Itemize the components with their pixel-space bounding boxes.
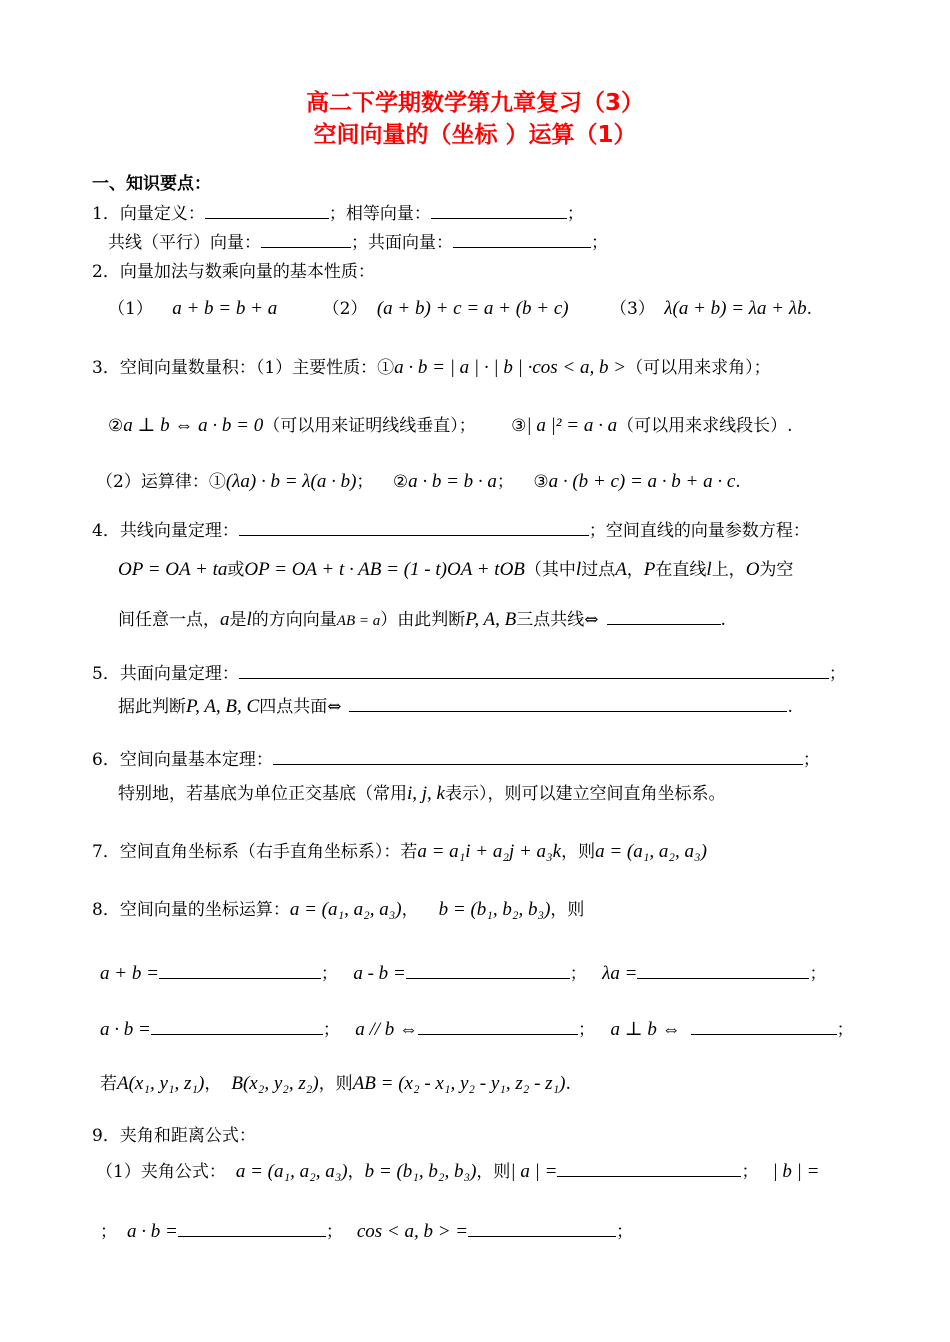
item-2-properties: [108, 297, 812, 321]
judge-label: ）由此判断: [380, 610, 466, 630]
item-8-line-3: [100, 1018, 854, 1042]
punct: ；: [591, 233, 608, 253]
prop-3-label: （3）: [610, 299, 655, 319]
collinear-label: 共线（平行）向量：: [108, 233, 261, 253]
note-angle: （可以用来求角）；: [626, 358, 771, 378]
item-4-line-1: [92, 519, 810, 543]
formula-scalar: λa =: [602, 963, 638, 984]
var-PABC: P, A, B, C: [186, 696, 260, 717]
blank-collinear-condition: [607, 608, 721, 625]
if-label: 若: [100, 1074, 117, 1094]
var-a: a: [220, 609, 230, 630]
laws-label: （2）运算律：①: [96, 472, 226, 492]
formula-AB-coord: AB = (x₂ - x₁, y₂ - y₁, z₂ - z₁): [352, 1073, 566, 1094]
note-perpendicular: （可以用来证明线线垂直）；: [263, 416, 476, 436]
item-4-line-2: [118, 558, 793, 582]
formula-associative: (a + b) + c = a + (b + c): [376, 298, 569, 319]
item-6-label: 6．空间向量基本定理：: [92, 750, 273, 770]
item-6-line-2: [118, 782, 726, 806]
punct: ，: [401, 900, 419, 920]
formula-dot-9: a · b =: [127, 1221, 178, 1242]
collinear-three-label: 三点共线: [516, 610, 585, 630]
on-line-label: 在直线: [655, 560, 707, 580]
var-ijk: i, j, k: [407, 783, 445, 804]
punct: ，: [626, 560, 644, 580]
formula-cos-angle: cos < a, b > =: [356, 1221, 469, 1242]
formula-point-A: A(x₁, y₁, z₁): [117, 1073, 205, 1094]
punct: ；: [356, 472, 374, 492]
circle-3: ③: [511, 416, 527, 436]
blank-cos: [468, 1220, 616, 1237]
iff-symbol-5: ⇔: [327, 697, 342, 717]
formula-line-eq-2: OP = OA + t · AB = (1 - t)OA + tOB: [244, 559, 525, 580]
formula-commutative-dot: a · b = b · a: [408, 471, 497, 492]
blank-parallel: [418, 1018, 578, 1035]
formula-scalar-law: (λa) · b = λ(a · b): [225, 471, 357, 492]
item-4-label: 4．共线向量定理：: [92, 521, 239, 541]
punct: .: [735, 472, 741, 492]
item-4-line-3: [118, 608, 726, 633]
any-point-label: 间任意一点，: [118, 610, 220, 630]
punct: ；: [616, 1222, 634, 1242]
var-A: A: [615, 559, 627, 580]
punct: ；: [741, 1162, 759, 1182]
punct: ；: [802, 750, 820, 770]
iff-symbol: ⇔: [584, 610, 599, 630]
blank-coplanar-vector: [453, 231, 591, 248]
item-3-line-2: [108, 414, 792, 438]
blank-sum: [159, 962, 321, 979]
upper-label: 上，: [711, 560, 746, 580]
punct: .: [787, 697, 793, 717]
formula-coord-b-8: b = (b₁, b₂, b₃): [438, 899, 551, 920]
blank-perp: [691, 1018, 837, 1035]
formula-line-eq-1: OP = OA + ta: [118, 559, 228, 580]
punct: ；: [828, 664, 846, 684]
formula-diff: a - b =: [353, 963, 406, 984]
punct: .: [565, 1074, 571, 1094]
formula-coord-a-9: a = (a₁, a₂, a₃): [235, 1161, 348, 1182]
item-8-label: 8．空间向量的坐标运算：: [92, 900, 290, 920]
formula-commutative: a + b = b + a: [172, 298, 278, 319]
item-1-line-2: [108, 231, 608, 255]
blank-coplanar-theorem: [239, 662, 829, 679]
item-3-line-3: [96, 470, 741, 494]
formula-coord-b-9: b = (b₁, b₂, b₃): [364, 1161, 477, 1182]
space-label: 为空: [759, 560, 794, 580]
where-label: （其中: [524, 560, 576, 580]
item-5-line-2: [118, 695, 793, 719]
var-l: l: [575, 559, 582, 580]
item-5-label: 5．共面向量定理：: [92, 664, 239, 684]
blank-collinear-vector: [261, 231, 351, 248]
formula-distributive-dot: a · (b + c) = a · b + a · c: [548, 471, 736, 492]
formula-distributive: λ(a + b) = λa + λb: [664, 298, 807, 319]
angle-formula-label: （1）夹角公式：: [96, 1162, 226, 1182]
punct: ；: [836, 1020, 854, 1040]
formula-norm-a: | a | =: [510, 1161, 558, 1182]
then-label: ，则: [561, 842, 596, 862]
item-9-line-2: [100, 1220, 633, 1244]
punct: ；: [325, 1222, 343, 1242]
blank-equal-vector: [431, 202, 567, 219]
punct: ；: [569, 964, 587, 984]
coord-system-label: 表示），则可以建立空间直角坐标系。: [445, 784, 726, 804]
formula-coord-a-8: a = (a₁, a₂, a₃): [289, 899, 402, 920]
var-PAB: P, A, B: [465, 609, 517, 630]
blank-dot: [151, 1018, 323, 1035]
item-2-heading: 2．向量加法与数乘向量的基本性质：: [92, 262, 375, 282]
item-8-line-2: [100, 962, 826, 986]
punct: ；: [566, 204, 584, 224]
formula-norm-b: | b | =: [772, 1161, 820, 1182]
item-1-line-1: [92, 202, 584, 226]
coplanar-label: ；共面向量：: [351, 233, 453, 253]
item-7-label: 7．空间直角坐标系（右手直角坐标系）：若: [92, 842, 418, 862]
punct: ；: [322, 1020, 340, 1040]
is-label: 是: [229, 610, 247, 630]
blank-collinear-theorem: [239, 519, 589, 536]
item-8-line-4: [100, 1072, 571, 1096]
punct: .: [720, 610, 726, 630]
item-8-line-1: [92, 898, 584, 922]
punct: ，: [347, 1162, 365, 1182]
formula-sum: a + b =: [100, 963, 159, 984]
blank-basic-theorem: [273, 748, 803, 765]
or-label: 或: [227, 560, 245, 580]
punct: ；: [320, 964, 338, 984]
item-6-line-1: [92, 748, 820, 772]
blank-vector-definition: [205, 202, 329, 219]
item-7-line: [92, 840, 707, 864]
then-label-8b: ，则: [318, 1074, 353, 1094]
formula-point-B: B(x₂, y₂, z₂): [231, 1073, 319, 1094]
punct: ；: [578, 1020, 596, 1040]
line-param-label: ；空间直线的向量参数方程：: [588, 521, 810, 541]
formula-parallel: a // b ⇔: [355, 1019, 419, 1040]
direction-label: 的方向向量: [251, 610, 337, 630]
then-label-9: ，则: [476, 1162, 511, 1182]
note-length: （可以用来求线段长）.: [617, 416, 793, 436]
item-3-label: 3．空间向量数量积：（1）主要性质：①: [92, 358, 395, 378]
circle-2: ②: [108, 416, 124, 436]
item-3-line-1: [92, 356, 771, 380]
var-l-3: l: [246, 609, 252, 630]
coplanar-four-label: 四点共面: [259, 697, 328, 717]
circle-3b: ③: [533, 472, 549, 492]
blank-scalar: [637, 962, 809, 979]
formula-perp: a ⊥ b ⇔: [610, 1019, 681, 1040]
punct: ，: [204, 1074, 222, 1094]
title-line-2: 空间向量的（坐标 ）运算（1）: [313, 122, 637, 148]
formula-basis-decomp: a = a₁i + a₂j + a₃k: [417, 841, 562, 862]
item-1-label: 1．向量定义：: [92, 204, 205, 224]
punct: ；: [809, 964, 827, 984]
var-P: P: [643, 559, 656, 580]
judge-label-5: 据此判断: [118, 697, 186, 717]
passes-label: 过点: [581, 560, 616, 580]
formula-length: | a |² = a · a: [526, 415, 618, 436]
item-1-equal-label: ；相等向量：: [328, 204, 431, 224]
blank-dot-9: [178, 1220, 326, 1237]
formula-AB-eq-a: AB = a: [336, 613, 381, 629]
punct: .: [806, 299, 812, 319]
circle-2b: ②: [392, 472, 409, 492]
formula-dot: a · b =: [100, 1019, 151, 1040]
blank-norm-a: [557, 1160, 741, 1177]
formula-coord-a: a = (a₁, a₂, a₃): [595, 841, 707, 862]
prop-2-label: （2）: [322, 299, 368, 319]
then-label-8: ，则: [550, 900, 585, 920]
item-9-heading: 9．夹角和距离公式：: [92, 1126, 256, 1146]
punct: ；: [496, 472, 514, 492]
prop-1-label: （1）: [108, 299, 153, 319]
formula-perpendicular: a ⊥ b ⇔ a · b = 0: [123, 415, 264, 436]
item-5-line-1: [92, 662, 846, 686]
var-O: O: [745, 559, 760, 580]
blank-diff: [406, 962, 570, 979]
special-label: 特别地，若基底为单位正交基底（常用: [118, 784, 407, 804]
var-l-2: l: [706, 559, 712, 580]
formula-dot-product-def: a · b = | a | · | b | ·cos < a, b >: [394, 357, 627, 378]
punct: ；: [100, 1222, 117, 1242]
blank-coplanar-condition: [349, 695, 787, 712]
title-line-1: 高二下学期数学第九章复习（3）: [305, 90, 644, 116]
item-9-line-1: [96, 1160, 819, 1184]
section-heading: 一、知识要点：: [92, 174, 211, 194]
